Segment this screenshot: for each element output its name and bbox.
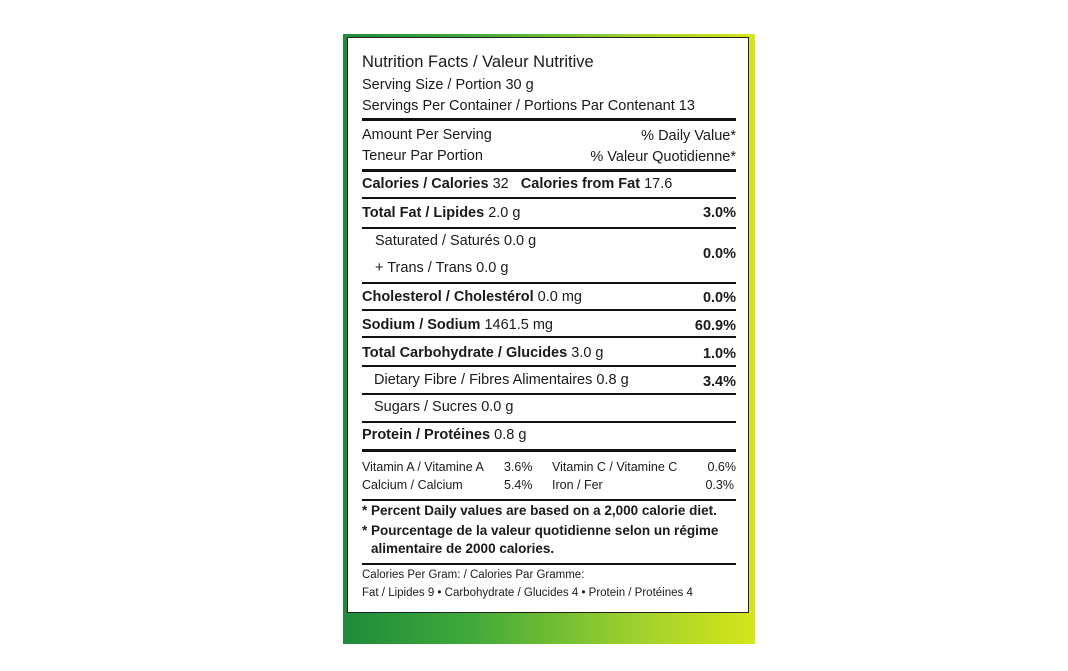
serving-size: Serving Size / Portion 30 g xyxy=(362,77,534,93)
panel-title: Nutrition Facts / Valeur Nutritive xyxy=(362,53,594,71)
trans-row xyxy=(375,259,508,277)
trans-label: + Trans / Trans xyxy=(375,260,473,276)
fibre-dv: 3.4% xyxy=(702,374,736,390)
iron-value: 0.3% xyxy=(705,478,734,492)
trans-amount: 0.0 g xyxy=(476,260,509,276)
footnote-en: * Percent Daily values are based on a 2,000 calorie diet. xyxy=(362,503,717,518)
saturated-amount: 0.0 g xyxy=(503,233,537,249)
calories-from-fat-value: 17.6 xyxy=(644,176,673,192)
vitamin-c-value: 0.6% xyxy=(707,460,736,474)
sodium-dv: 60.9% xyxy=(694,318,736,334)
vitamin-a-label: Vitamin A / Vitamine A xyxy=(362,460,484,474)
total-fat-row xyxy=(362,204,520,222)
daily-value-fr: % Valeur Quotidienne* xyxy=(590,149,736,165)
cholesterol-amount: 0.0 mg xyxy=(537,289,582,305)
sodium-amount: 1461.5 mg xyxy=(484,317,553,333)
vitamin-a-value: 3.6% xyxy=(504,460,533,474)
cholesterol-row xyxy=(362,288,582,306)
sodium-label: Sodium / Sodium xyxy=(362,317,481,333)
iron-label: Iron / Fer xyxy=(552,478,603,492)
carbohydrate-dv: 1.0% xyxy=(702,346,736,362)
total-fat-amount: 2.0 g xyxy=(488,205,521,221)
protein-label: Protein / Protéines xyxy=(362,427,491,443)
vitamin-c-label: Vitamin C / Vitamine C xyxy=(552,460,678,474)
calcium-value: 5.4% xyxy=(504,478,533,492)
rule-thick xyxy=(362,449,736,452)
rule-thick xyxy=(362,169,736,172)
saturated-trans-dv: 0.0% xyxy=(702,246,736,262)
rule xyxy=(362,282,736,284)
footnote-fr-line2: alimentaire de 2000 calories. xyxy=(371,541,555,556)
calories-label: Calories / Calories xyxy=(362,176,489,192)
rule xyxy=(362,499,736,501)
sodium-row xyxy=(362,316,553,334)
protein-amount: 0.8 g xyxy=(494,427,527,443)
fibre-label: Dietary Fibre / Fibres Alimentaires xyxy=(374,372,593,388)
saturated-label: Saturated / Saturés xyxy=(375,233,500,249)
sugars-label: Sugars / Sucres xyxy=(374,399,478,415)
protein-row xyxy=(362,426,526,444)
carbohydrate-label: Total Carbohydrate / Glucides xyxy=(362,345,568,361)
rule xyxy=(362,365,736,367)
total-fat-label: Total Fat / Lipides xyxy=(362,205,485,221)
daily-value-en: % Daily Value* xyxy=(641,128,736,144)
rule xyxy=(362,393,736,395)
rule xyxy=(362,197,736,199)
cholesterol-label: Cholesterol / Cholestérol xyxy=(362,289,534,305)
calcium-label: Calcium / Calcium xyxy=(362,478,463,492)
rule xyxy=(362,309,736,311)
amount-per-serving-en: Amount Per Serving xyxy=(362,127,492,143)
calories-value: 32 xyxy=(492,176,509,192)
sugars-amount: 0.0 g xyxy=(481,399,514,415)
rule xyxy=(362,227,736,229)
nutrition-facts-panel xyxy=(347,37,749,613)
calories-from-fat-label: Calories from Fat xyxy=(520,176,641,192)
amount-per-serving-fr: Teneur Par Portion xyxy=(362,148,483,164)
footnote-fr-line1: * Pourcentage de la valeur quotidienne selon un régime xyxy=(362,523,719,538)
carbohydrate-row xyxy=(362,344,603,362)
rule xyxy=(362,421,736,423)
fibre-row xyxy=(374,371,629,389)
total-fat-dv: 3.0% xyxy=(702,205,736,221)
rule-thick xyxy=(362,118,736,121)
cholesterol-dv: 0.0% xyxy=(702,290,736,306)
rule xyxy=(362,336,736,338)
saturated-row xyxy=(375,232,536,250)
calories-per-gram-detail: Fat / Lipides 9 • Carbohydrate / Glucides 4 • Protein / Protéines 4 xyxy=(362,587,693,599)
servings-per-container: Servings Per Container / Portions Par Contenant 13 xyxy=(362,98,695,114)
rule xyxy=(362,563,736,565)
sugars-row xyxy=(374,398,513,416)
carbohydrate-amount: 3.0 g xyxy=(571,345,604,361)
calories-per-gram: Calories Per Gram: / Calories Par Gramme: xyxy=(362,569,585,581)
fibre-amount: 0.8 g xyxy=(596,372,629,388)
calories-row xyxy=(362,175,672,193)
